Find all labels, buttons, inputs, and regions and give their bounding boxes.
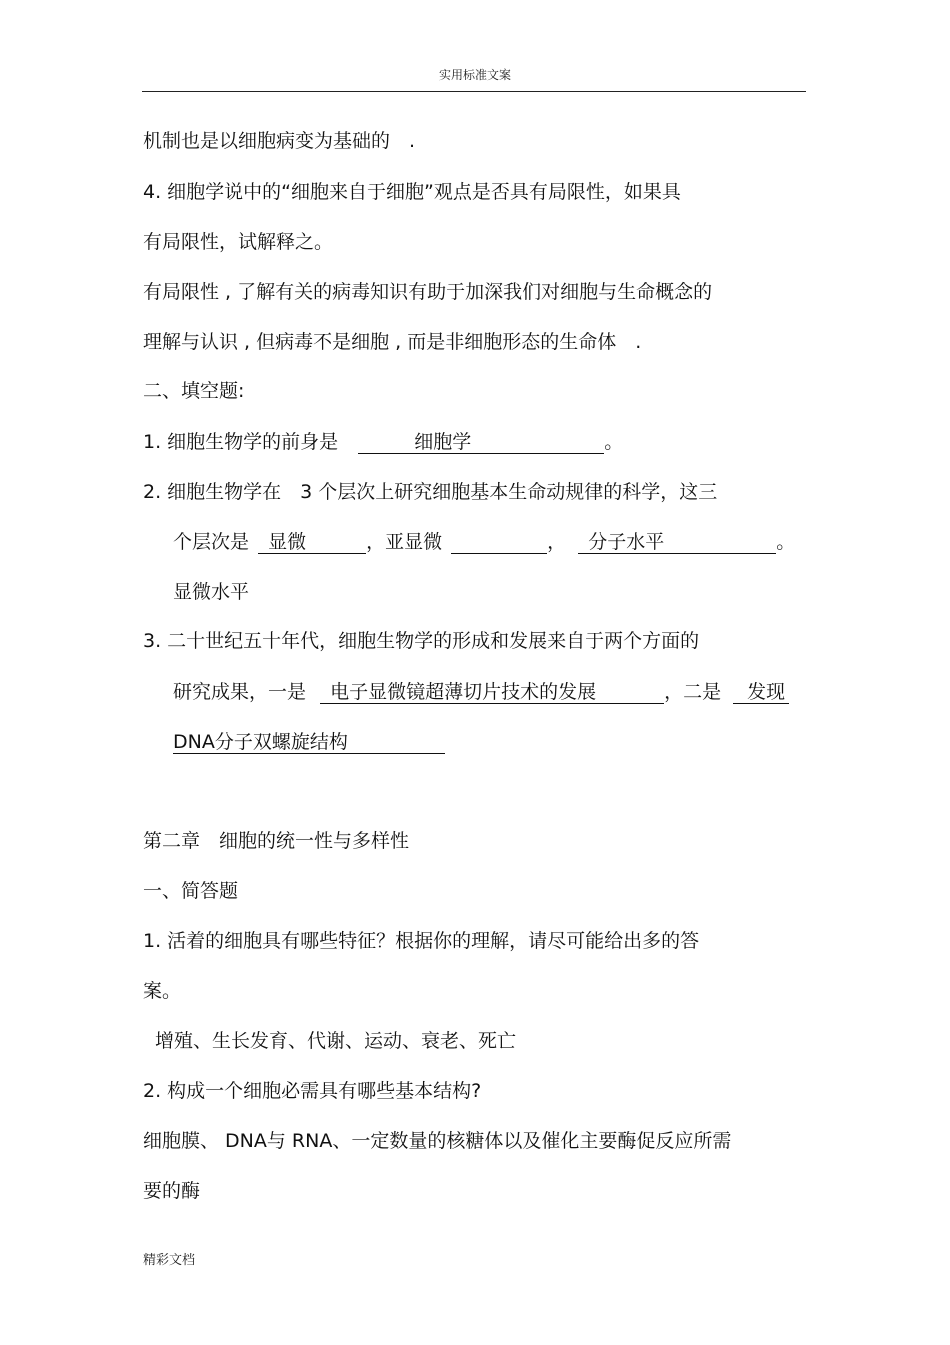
answer-2-line2: 要的酶 [143, 1180, 201, 1202]
fill-blank [173, 731, 445, 754]
question-2: 2. 构成一个细胞必需具有哪些基本结构? [143, 1080, 482, 1102]
fill-question-2-line1: 2. 细胞生物学在 3 个层次上研究细胞基本生命动规律的科学，这三 [143, 481, 718, 503]
blank-answer: DNA分子双螺旋结构 [173, 731, 348, 753]
fill-blank [320, 681, 664, 704]
fill-question-3-text: 研究成果，一是 [173, 681, 307, 703]
fill-question-2-line2 [173, 530, 795, 554]
paragraph-continuation: 机制也是以细胞病变为基础的 . [143, 130, 416, 152]
question-1-line1: 1. 活着的细胞具有哪些特征？根据你的理解，请尽可能给出多的答 [143, 930, 700, 952]
fill-question-2-mid: ，亚显微 [366, 531, 443, 553]
question-4-line2: 有局限性，试解释之。 [143, 231, 334, 253]
fill-blank [578, 531, 776, 554]
fill-question-3-line2 [173, 680, 789, 704]
blank-answer: 细胞学 [414, 431, 472, 453]
punctuation: 。 [604, 431, 624, 453]
fill-blank [258, 531, 366, 554]
fill-question-2-text: 个层次是 [173, 531, 250, 553]
fill-blank [358, 431, 604, 454]
fill-question-1-text: 1. 细胞生物学的前身是 [143, 431, 339, 453]
fill-question-2-mid2: ， [547, 531, 567, 553]
answer-1: 增殖、生长发育、代谢、运动、衰老、死亡 [155, 1030, 517, 1052]
answer-2-line1: 细胞膜、 DNA与 RNA、一定数量的核糖体以及催化主要酶促反应所需 [143, 1130, 732, 1152]
blank-answer: 分子水平 [588, 531, 665, 553]
header-divider [142, 91, 806, 92]
blank-answer: 发现 [747, 681, 786, 703]
page-footer: 精彩文档 [143, 1253, 196, 1268]
fill-question-1 [143, 430, 623, 454]
fill-blank [733, 681, 789, 704]
question-4-line1: 4. 细胞学说中的“细胞来自于细胞”观点是否具有局限性，如果具 [143, 181, 681, 203]
punctuation: 。 [776, 531, 796, 553]
section-title-fill-in: 二、填空题: [143, 380, 245, 402]
fill-question-3-line3 [173, 730, 445, 754]
fill-question-3-mid: ，二是 [664, 681, 722, 703]
question-1-line2: 案。 [143, 980, 182, 1002]
answer-4-line1: 有局限性 , 了解有关的病毒知识有助于加深我们对细胞与生命概念的 [143, 281, 713, 303]
blank-answer: 显微 [268, 531, 307, 553]
blank-answer: 电子显微镜超薄切片技术的发展 [330, 681, 597, 703]
chapter-title: 第二章 细胞的统一性与多样性 [143, 830, 410, 852]
section-title-short-answer: 一、简答题 [143, 880, 239, 902]
fill-blank-empty [451, 531, 547, 554]
fill-question-2-line3: 显微水平 [173, 581, 250, 603]
fill-question-3-line1: 3. 二十世纪五十年代，细胞生物学的形成和发展来自于两个方面的 [143, 630, 700, 652]
page-header: 实用标准文案 [438, 68, 511, 82]
answer-4-line2: 理解与认识 , 但病毒不是细胞 , 而是非细胞形态的生命体 . [143, 331, 642, 353]
